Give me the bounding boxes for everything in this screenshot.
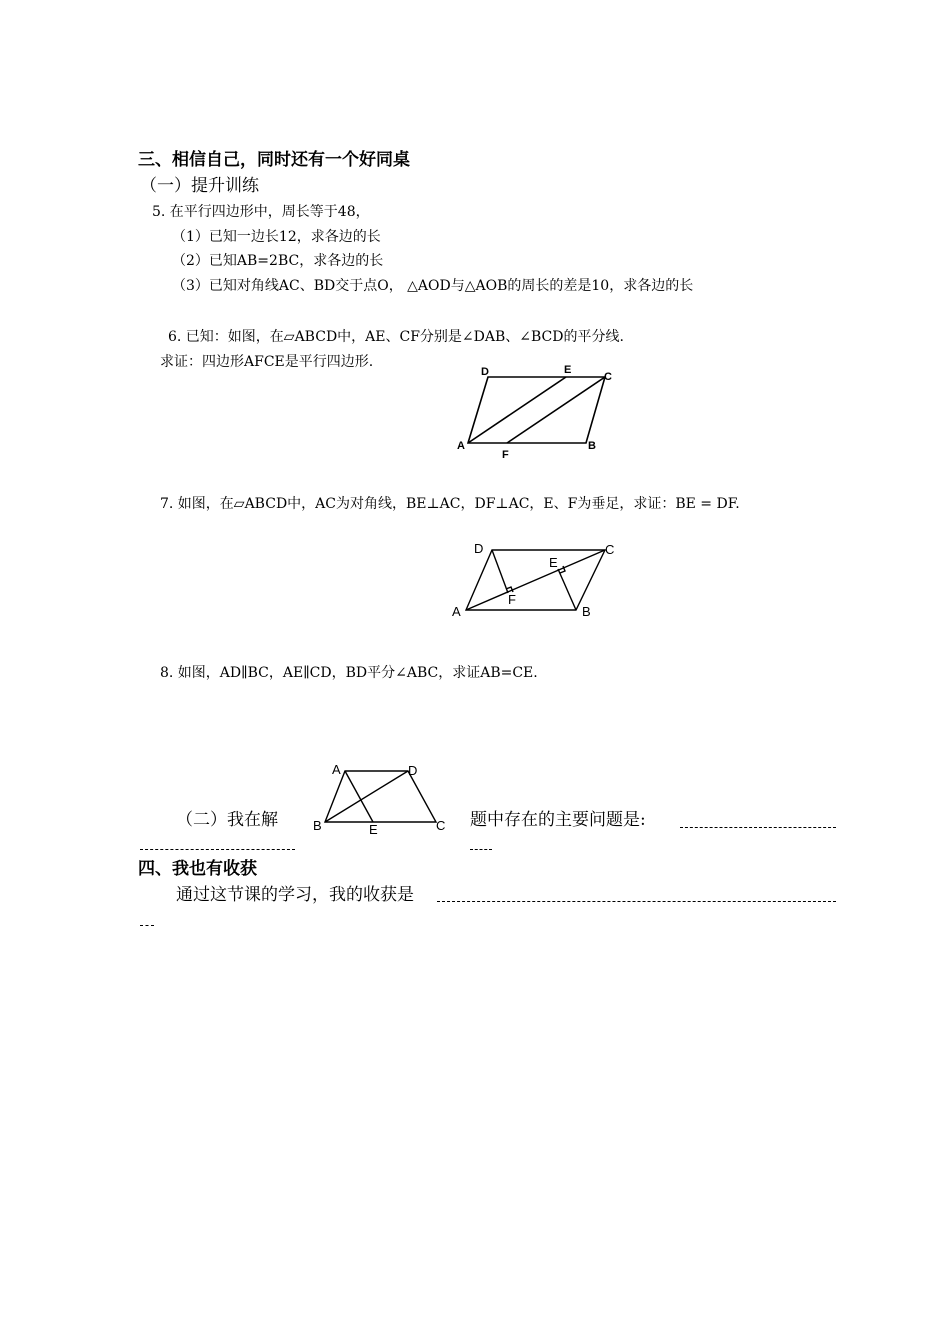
q7-diagonal-ac bbox=[466, 550, 605, 610]
section-4-title: 四、我也有收获 bbox=[138, 859, 257, 879]
q8-figure bbox=[310, 760, 460, 840]
q6-parallelogram bbox=[468, 377, 605, 443]
q6-segment-fc bbox=[507, 377, 605, 443]
q8-label-d: D bbox=[408, 763, 418, 778]
q8-segment-ae bbox=[345, 771, 373, 822]
q7-label-f: F bbox=[508, 592, 516, 607]
gain-answer-line-1 bbox=[437, 901, 836, 902]
q6-label-b: B bbox=[588, 440, 596, 452]
q6-label-c: C bbox=[604, 371, 612, 383]
q8-segment-bd bbox=[325, 771, 408, 822]
q5-part-2: （2）已知AB=2BC，求各边的长 bbox=[172, 253, 384, 269]
q5-part-3: （3）已知对角线AC、BD交于点O， △AOD与△AOB的周长的差是10，求各边的长 bbox=[172, 278, 694, 294]
q7-segment-df bbox=[492, 550, 508, 593]
q7-label-d: D bbox=[474, 541, 484, 556]
q7-segment-be bbox=[558, 569, 576, 610]
q6-line-1: 6. 已知：如图，在▱ABCD中，AE、CF分别是∠DAB、∠BCD的平分线. bbox=[168, 329, 624, 345]
q8-line-1: 8. 如图，AD∥BC，AE∥CD，BD平分∠ABC，求证AB=CE. bbox=[160, 665, 538, 681]
q6-label-f: F bbox=[502, 449, 509, 461]
section-3-title: 三、相信自己，同时还有一个好同桌 bbox=[138, 150, 410, 170]
subsection-2-right: 题中存在的主要问题是: bbox=[470, 810, 646, 830]
q7-label-b: B bbox=[582, 604, 591, 619]
subsection-2-left: （二）我在解 bbox=[176, 810, 278, 830]
q7-label-c: C bbox=[605, 542, 615, 557]
q8-trapezoid bbox=[325, 771, 436, 822]
answer-line-1 bbox=[680, 827, 836, 828]
q6-segment-ae bbox=[468, 377, 566, 443]
q5-part-1: （1）已知一边长12，求各边的长 bbox=[172, 229, 381, 245]
q6-label-e: E bbox=[564, 364, 572, 376]
gain-answer-line-2 bbox=[140, 925, 154, 926]
q7-label-e: E bbox=[549, 555, 558, 570]
q7-figure bbox=[445, 538, 625, 623]
q8-label-a: A bbox=[332, 762, 341, 777]
q7-line-1: 7. 如图，在▱ABCD中，AC为对角线，BE⊥AC，DF⊥AC，E、F为垂足，求证：BE = DF. bbox=[160, 496, 740, 512]
subsection-1-title: （一）提升训练 bbox=[140, 176, 259, 196]
q6-label-d: D bbox=[481, 366, 489, 378]
answer-line-2b bbox=[470, 849, 492, 850]
q6-line-2: 求证：四边形AFCE是平行四边形. bbox=[160, 354, 374, 370]
q7-label-a: A bbox=[452, 604, 461, 619]
gain-line-label: 通过这节课的学习，我的收获是 bbox=[176, 885, 414, 905]
q6-label-a: A bbox=[457, 440, 465, 452]
q5-stem: 5. 在平行四边形中，周长等于48， bbox=[152, 204, 370, 220]
q8-label-c: C bbox=[436, 818, 446, 833]
answer-line-2a bbox=[140, 849, 295, 850]
q8-label-e: E bbox=[369, 822, 378, 837]
q8-label-b: B bbox=[313, 818, 322, 833]
q6-figure bbox=[450, 360, 620, 465]
